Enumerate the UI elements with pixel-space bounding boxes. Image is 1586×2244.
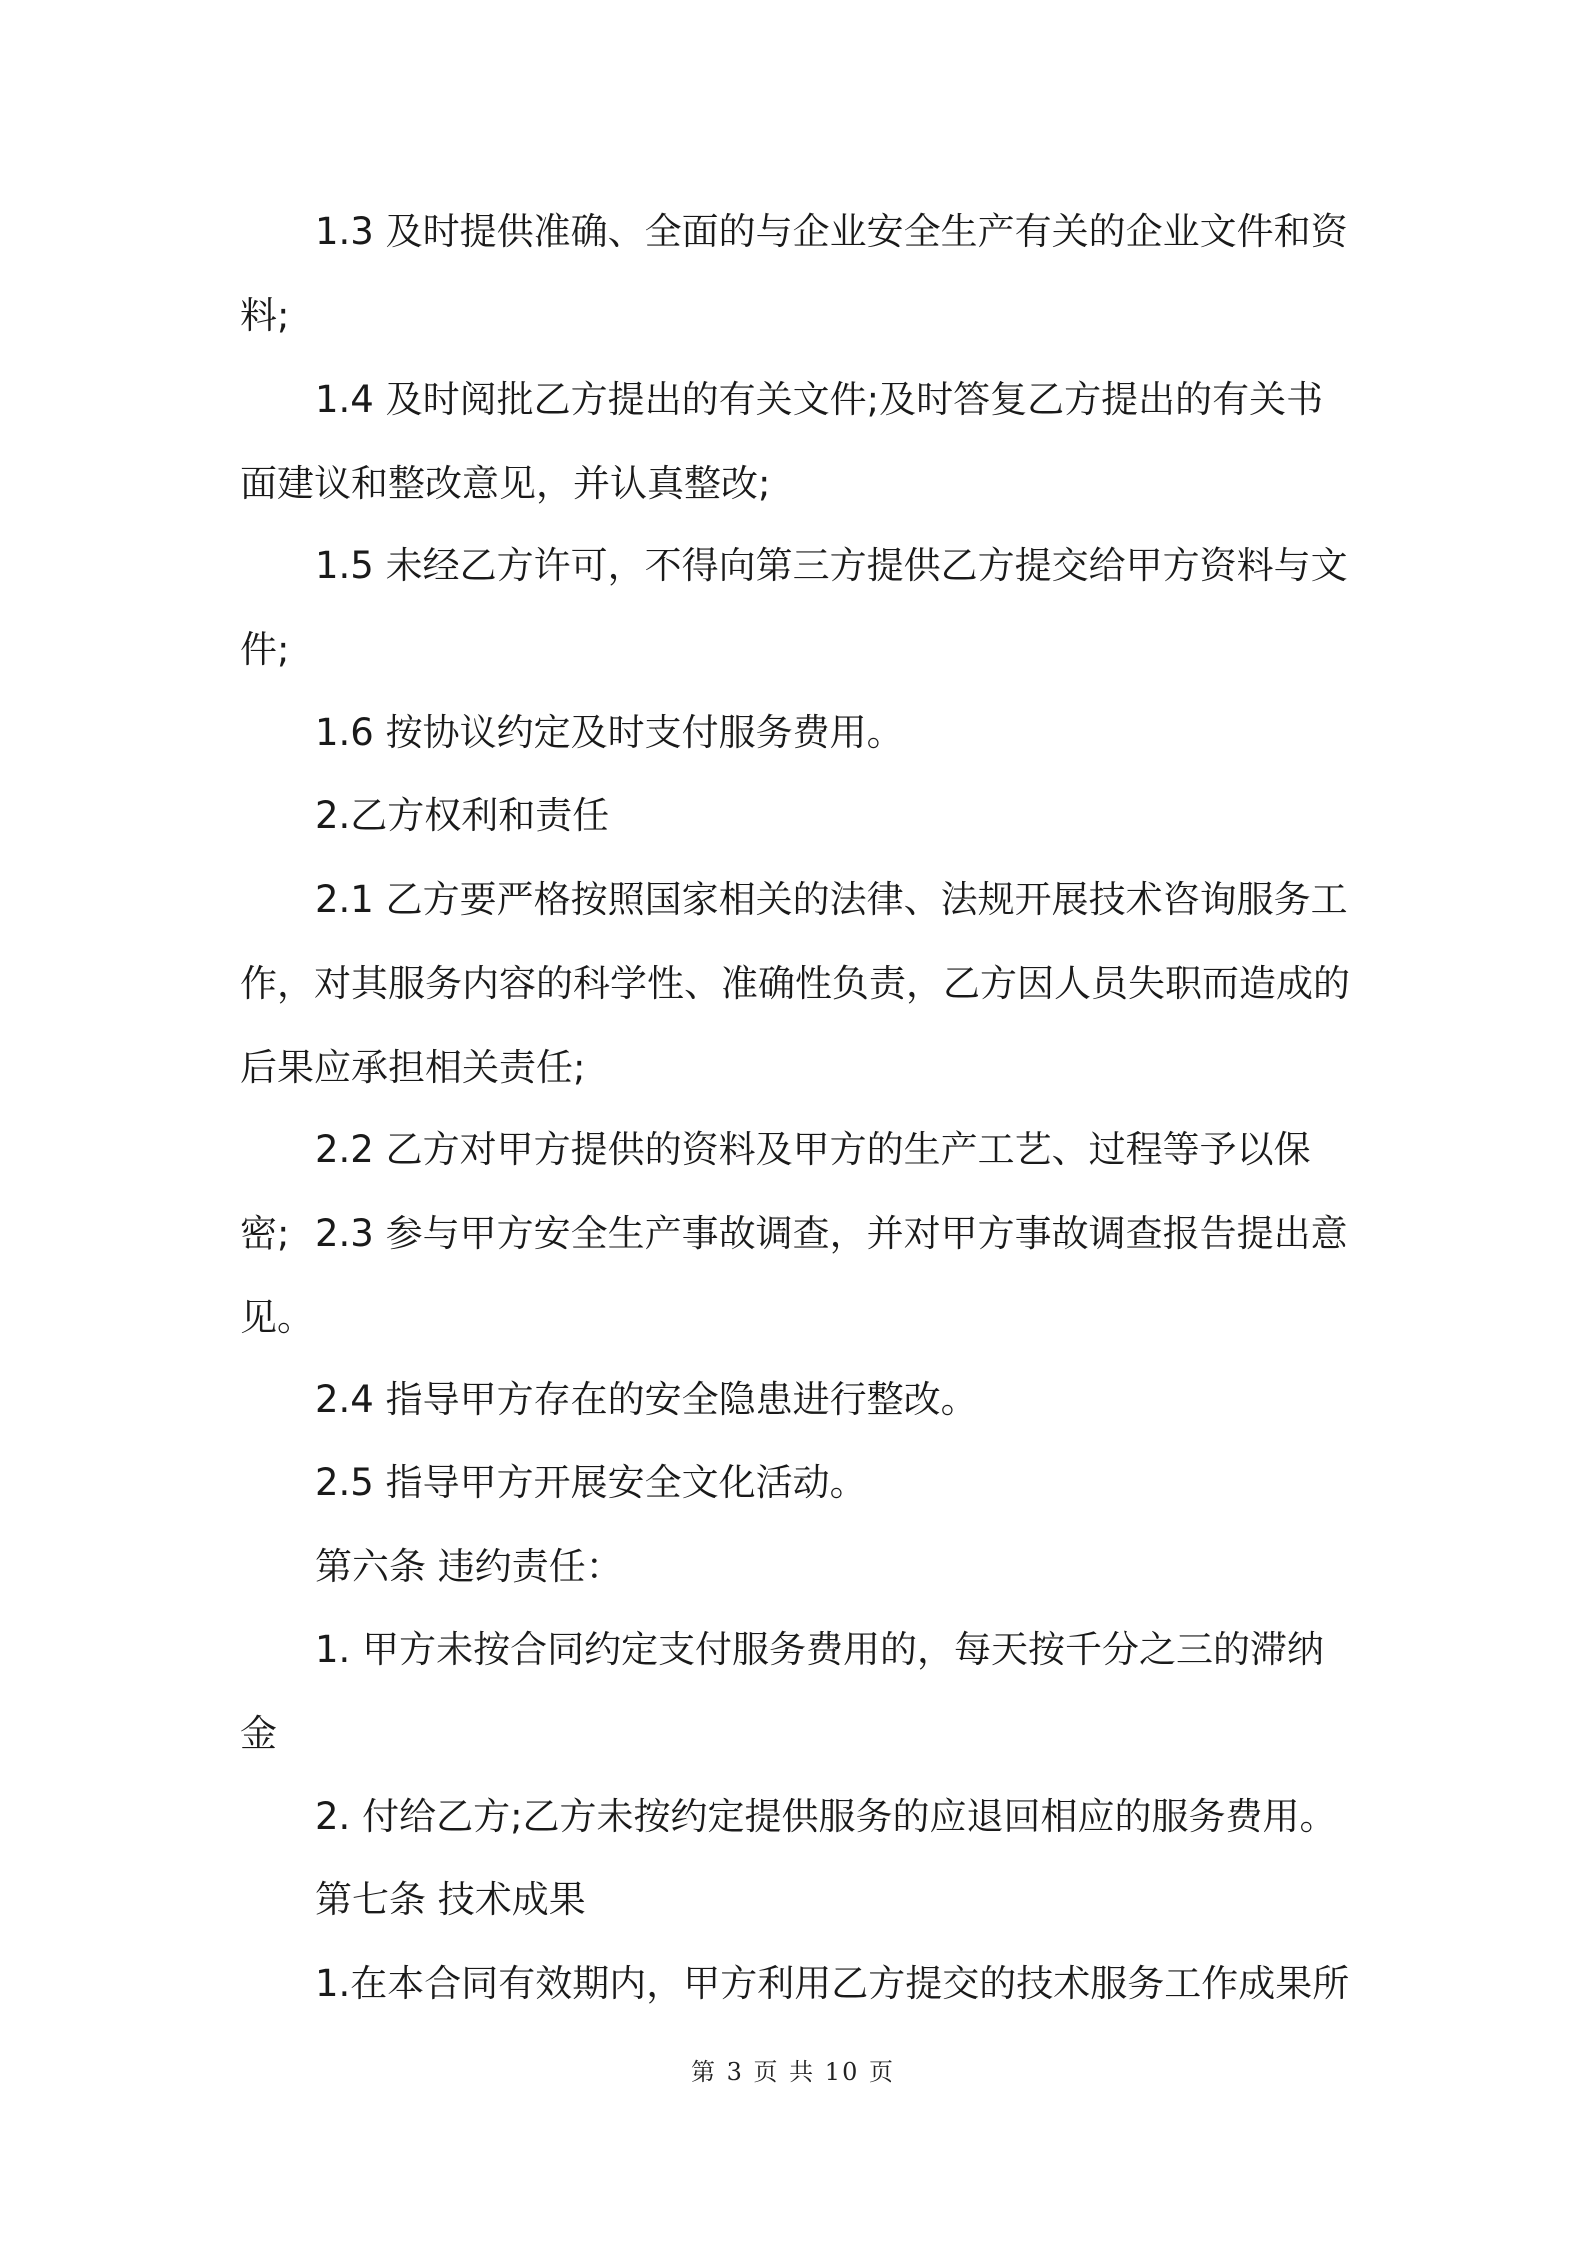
paragraph-2-4: 2.4 指导甲方存在的安全隐患进行整改。 [315,1378,978,1421]
paragraph-1-3: 1.3 及时提供准确、全面的与企业安全生产有关的企业文件和资料; [240,210,1348,337]
article-6-heading: 第六条 违约责任： [315,1545,623,1588]
paragraph-1-4: 1.4 及时阅批乙方提出的有关文件;及时答复乙方提出的有关书面建议和整改意见，并认真整改; [240,378,1324,505]
article-7-heading: 第七条 技术成果 [315,1878,586,1921]
paragraph-results-1: 1.在本合同有效期内，甲方利用乙方提交的技术服务工作成果所 [315,1962,1350,2005]
paragraph-1-6: 1.6 按协议约定及时支付服务费用。 [315,711,904,754]
paragraph-breach-1: 1. 甲方未按合同约定支付服务费用的，每天按千分之三的滞纳金 [240,1628,1325,1755]
paragraph-2-3: 2.3 参与甲方安全生产事故调查，并对甲方事故调查报告提出意见。 [240,1212,1348,1339]
paragraph-2-2: 2.2 乙方对甲方提供的资料及甲方的生产工艺、过程等予以保密; [240,1128,1311,1255]
page-footer: 第 3 页 共 10 页 [691,2058,895,2086]
paragraph-2-1: 2.1 乙方要严格按照国家相关的法律、法规开展技术咨询服务工作，对其服务内容的科学性、准确性负责，乙方因人员失职而造成的后果应承担相关责任; [240,878,1350,1089]
paragraph-section-2-heading: 2.乙方权利和责任 [315,794,610,837]
paragraph-breach-2: 2. 付给乙方;乙方未按约定提供服务的应退回相应的服务费用。 [315,1795,1337,1838]
paragraph-1-5: 1.5 未经乙方许可，不得向第三方提供乙方提交给甲方资料与文件; [240,544,1348,671]
paragraph-2-5: 2.5 指导甲方开展安全文化活动。 [315,1461,867,1504]
